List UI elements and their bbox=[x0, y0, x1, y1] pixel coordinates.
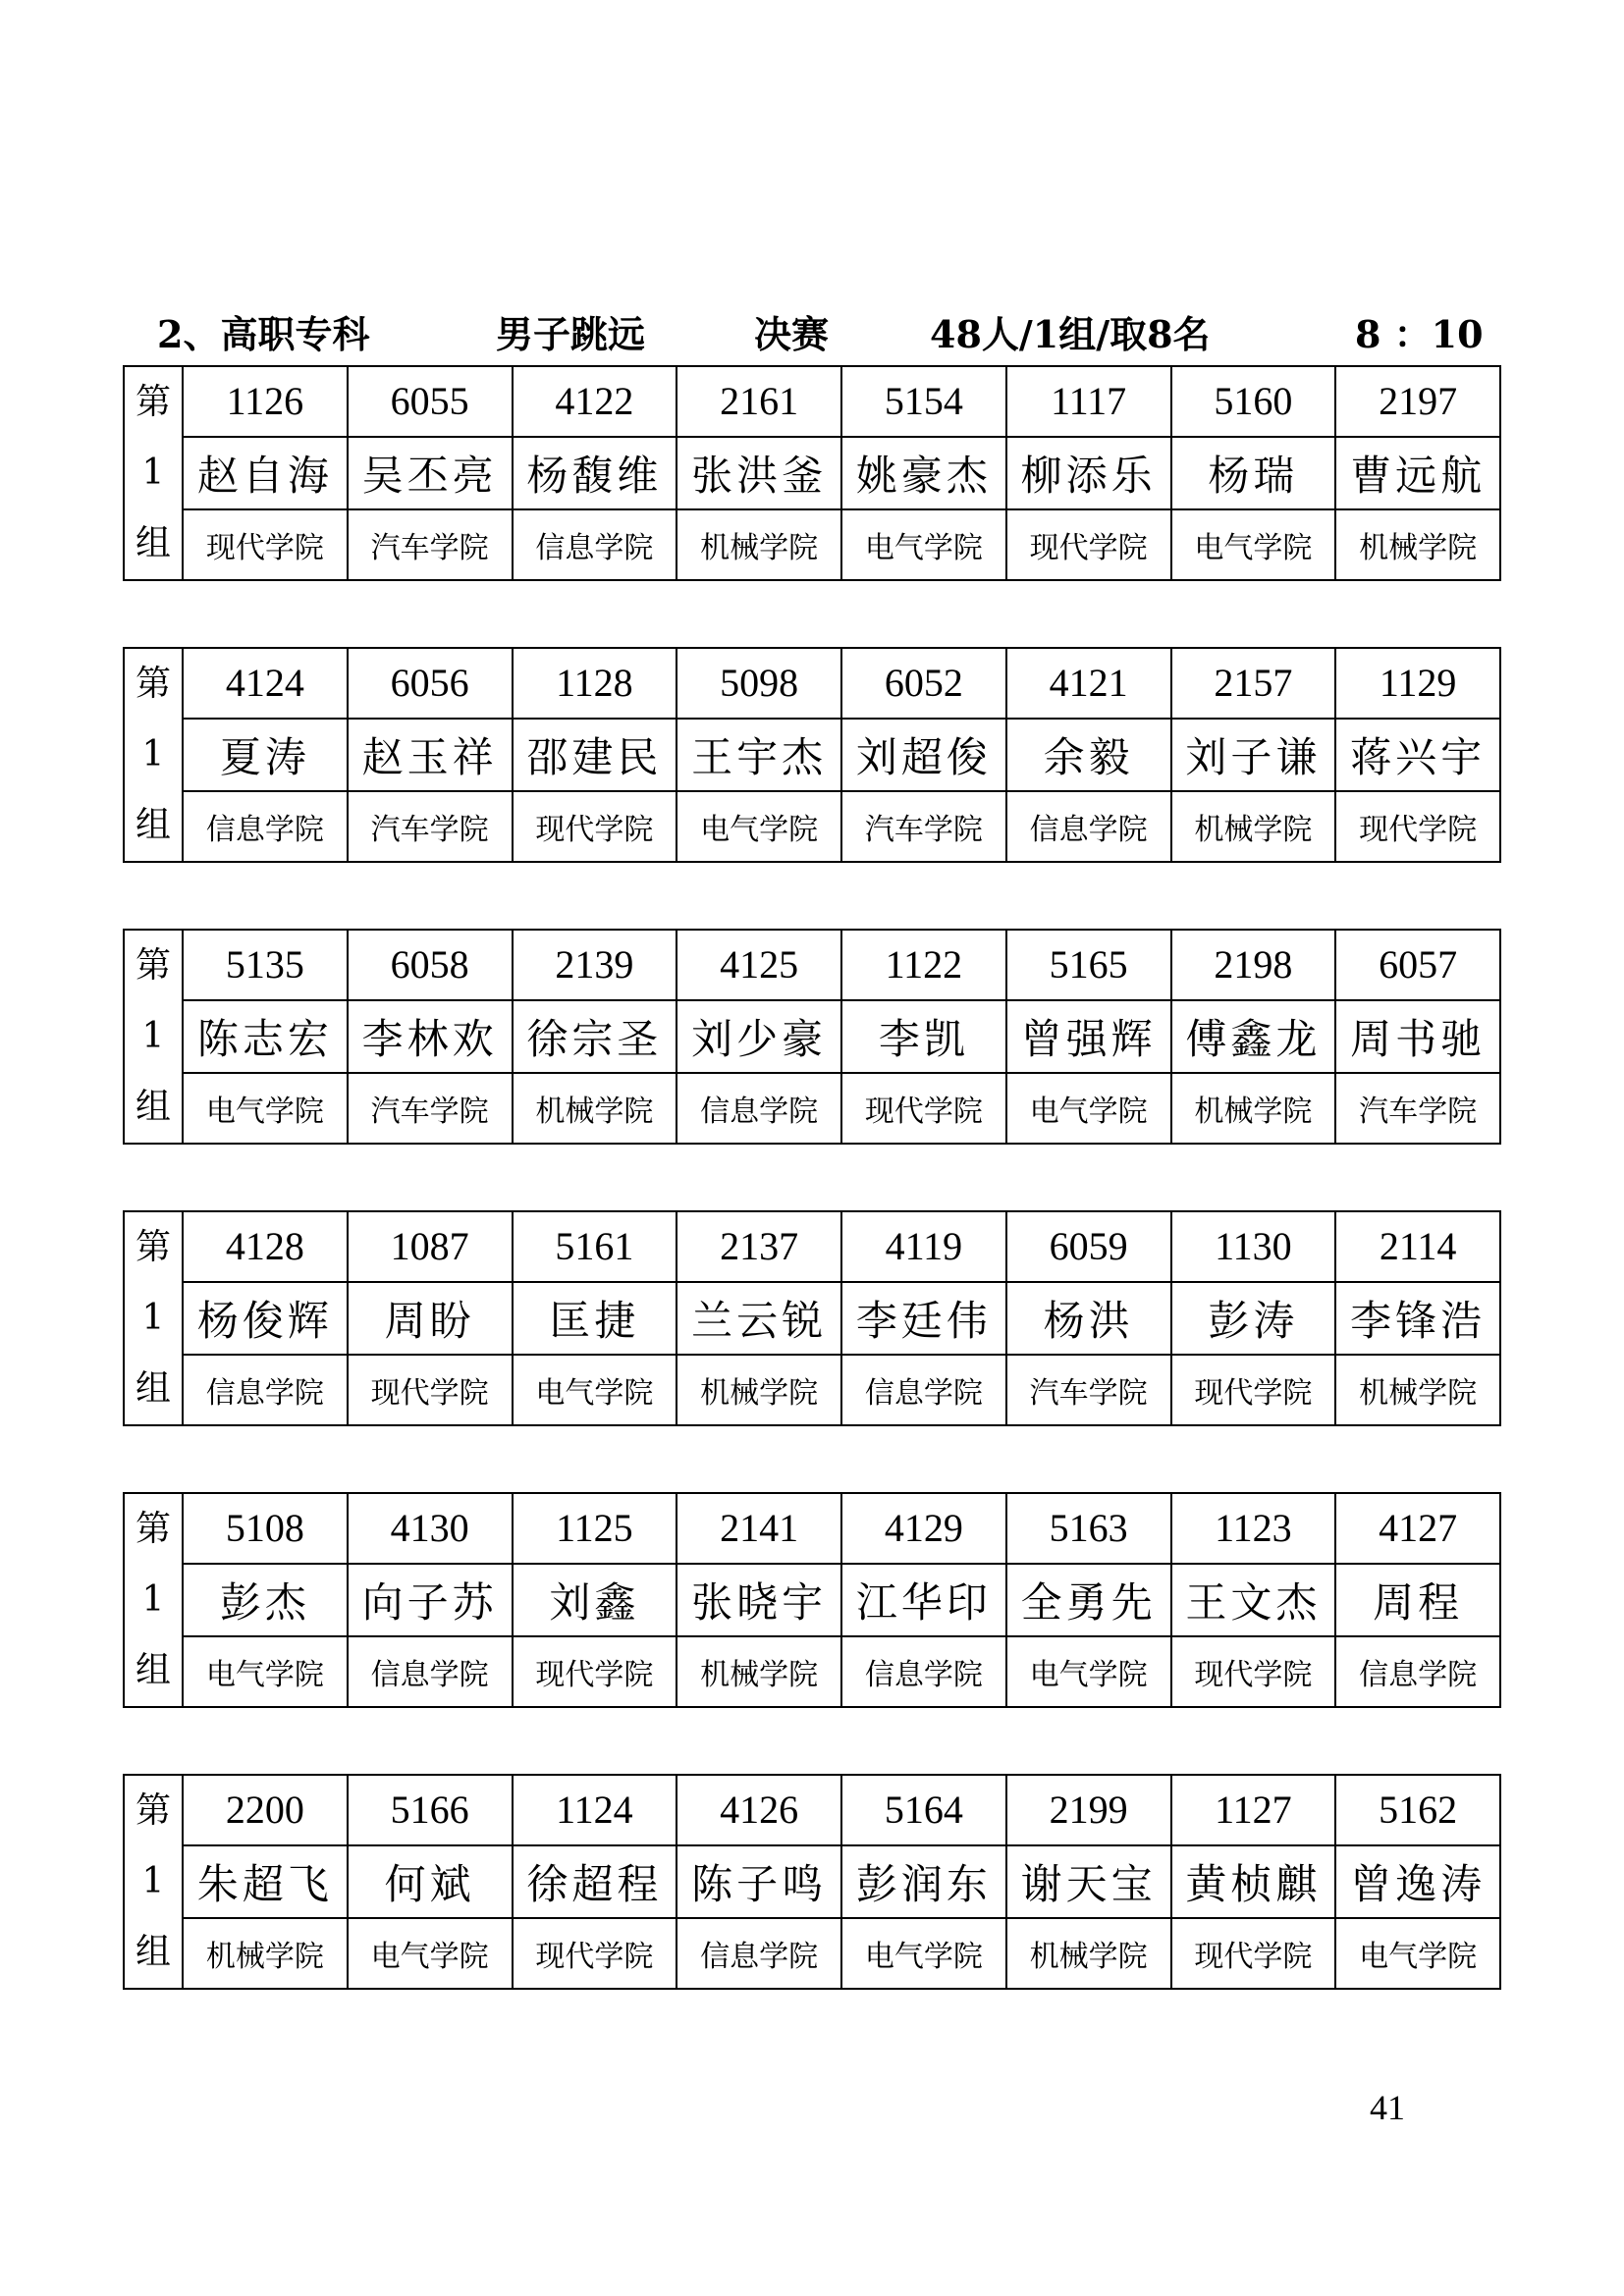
athlete-name: 杨瑞 bbox=[1171, 437, 1336, 509]
athlete-school: 信息学院 bbox=[513, 509, 677, 580]
group-table bbox=[123, 929, 1501, 1145]
athlete-name: 向子苏 bbox=[348, 1564, 513, 1636]
event-heading bbox=[157, 306, 1512, 363]
athlete-name: 曾强辉 bbox=[1006, 1000, 1171, 1073]
athlete-number: 2139 bbox=[513, 930, 677, 1000]
group-label bbox=[124, 930, 183, 1144]
athlete-number: 5164 bbox=[841, 1775, 1006, 1845]
athlete-name: 全勇先 bbox=[1006, 1564, 1171, 1636]
athlete-name: 赵玉祥 bbox=[348, 719, 513, 791]
group-table bbox=[123, 1492, 1501, 1708]
athlete-number: 1130 bbox=[1171, 1211, 1336, 1282]
athlete-name: 李林欢 bbox=[348, 1000, 513, 1073]
group-label-line: 组 bbox=[135, 1932, 171, 1972]
athlete-school: 电气学院 bbox=[348, 1918, 513, 1989]
athlete-number: 6058 bbox=[348, 930, 513, 1000]
athlete-number: 5154 bbox=[841, 366, 1006, 437]
athlete-number: 1087 bbox=[348, 1211, 513, 1282]
athlete-number: 4127 bbox=[1335, 1493, 1500, 1564]
athlete-school: 现代学院 bbox=[841, 1073, 1006, 1144]
group-label-line: 第 bbox=[135, 664, 171, 704]
athlete-school: 现代学院 bbox=[1171, 1636, 1336, 1707]
athlete-school: 现代学院 bbox=[1335, 791, 1500, 862]
athlete-name: 朱超飞 bbox=[183, 1845, 348, 1918]
athlete-school: 机械学院 bbox=[1171, 791, 1336, 862]
athlete-name: 杨俊辉 bbox=[183, 1282, 348, 1355]
group-label-line: 第 bbox=[135, 1227, 171, 1267]
group-label bbox=[124, 1211, 183, 1425]
group-label-line: 1 bbox=[141, 1861, 165, 1901]
athlete-school: 现代学院 bbox=[513, 1918, 677, 1989]
athlete-school: 现代学院 bbox=[348, 1355, 513, 1425]
group-label-line: 第 bbox=[135, 382, 171, 422]
athlete-school: 电气学院 bbox=[183, 1073, 348, 1144]
group-label-line: 1 bbox=[141, 1016, 165, 1056]
group-table bbox=[123, 647, 1501, 863]
athlete-number: 4124 bbox=[183, 648, 348, 719]
group-label bbox=[124, 1493, 183, 1707]
athlete-name: 赵自海 bbox=[183, 437, 348, 509]
athlete-name: 周盼 bbox=[348, 1282, 513, 1355]
athlete-school: 汽车学院 bbox=[1335, 1073, 1500, 1144]
athlete-school: 电气学院 bbox=[513, 1355, 677, 1425]
athlete-school: 电气学院 bbox=[1006, 1073, 1171, 1144]
athlete-name: 王文杰 bbox=[1171, 1564, 1336, 1636]
athlete-number: 2198 bbox=[1171, 930, 1336, 1000]
athlete-number: 4125 bbox=[677, 930, 841, 1000]
athlete-school: 汽车学院 bbox=[348, 1073, 513, 1144]
athlete-school: 机械学院 bbox=[677, 509, 841, 580]
athlete-name: 刘超俊 bbox=[841, 719, 1006, 791]
athlete-number: 4129 bbox=[841, 1493, 1006, 1564]
athlete-school: 机械学院 bbox=[1171, 1073, 1336, 1144]
athlete-name: 周书驰 bbox=[1335, 1000, 1500, 1073]
group-label-line: 1 bbox=[141, 1298, 165, 1338]
group-label-line: 1 bbox=[141, 734, 165, 774]
athlete-school: 电气学院 bbox=[1335, 1918, 1500, 1989]
athlete-name: 李凯 bbox=[841, 1000, 1006, 1073]
athlete-name: 邵建民 bbox=[513, 719, 677, 791]
event-time: 8 ：10 bbox=[1355, 312, 1484, 356]
athlete-name: 兰云锐 bbox=[677, 1282, 841, 1355]
athlete-school: 信息学院 bbox=[183, 791, 348, 862]
athlete-name: 蒋兴宇 bbox=[1335, 719, 1500, 791]
athlete-number: 2199 bbox=[1006, 1775, 1171, 1845]
athlete-name: 徐宗圣 bbox=[513, 1000, 677, 1073]
athlete-number: 4128 bbox=[183, 1211, 348, 1282]
athlete-school: 现代学院 bbox=[1171, 1355, 1336, 1425]
athlete-number: 4119 bbox=[841, 1211, 1006, 1282]
athlete-number: 1122 bbox=[841, 930, 1006, 1000]
athlete-number: 5165 bbox=[1006, 930, 1171, 1000]
athlete-name: 刘子谦 bbox=[1171, 719, 1336, 791]
athlete-school: 电气学院 bbox=[1006, 1636, 1171, 1707]
group-label bbox=[124, 648, 183, 862]
group-table bbox=[123, 365, 1501, 581]
athlete-number: 5161 bbox=[513, 1211, 677, 1282]
athlete-school: 电气学院 bbox=[1171, 509, 1336, 580]
athlete-name: 曾逸涛 bbox=[1335, 1845, 1500, 1918]
athlete-name: 杨洪 bbox=[1006, 1282, 1171, 1355]
athlete-number: 6059 bbox=[1006, 1211, 1171, 1282]
athlete-number: 1125 bbox=[513, 1493, 677, 1564]
athlete-name: 彭杰 bbox=[183, 1564, 348, 1636]
athlete-name: 彭润东 bbox=[841, 1845, 1006, 1918]
athlete-school: 信息学院 bbox=[677, 1073, 841, 1144]
athlete-name: 江华印 bbox=[841, 1564, 1006, 1636]
athlete-school: 机械学院 bbox=[183, 1918, 348, 1989]
athlete-name: 曹远航 bbox=[1335, 437, 1500, 509]
group-label bbox=[124, 366, 183, 580]
athlete-school: 机械学院 bbox=[677, 1355, 841, 1425]
athlete-number: 2141 bbox=[677, 1493, 841, 1564]
athlete-number: 5163 bbox=[1006, 1493, 1171, 1564]
athlete-number: 5108 bbox=[183, 1493, 348, 1564]
athlete-school: 机械学院 bbox=[677, 1636, 841, 1707]
event-category: 2、高职专科 bbox=[157, 312, 370, 356]
athlete-school: 汽车学院 bbox=[348, 509, 513, 580]
athlete-number: 4122 bbox=[513, 366, 677, 437]
athlete-school: 电气学院 bbox=[183, 1636, 348, 1707]
group-label-line: 组 bbox=[135, 1650, 171, 1690]
athlete-school: 电气学院 bbox=[677, 791, 841, 862]
athlete-name: 陈志宏 bbox=[183, 1000, 348, 1073]
athlete-name: 黄桢麒 bbox=[1171, 1845, 1336, 1918]
athlete-name: 余毅 bbox=[1006, 719, 1171, 791]
athlete-school: 信息学院 bbox=[841, 1636, 1006, 1707]
athlete-number: 6052 bbox=[841, 648, 1006, 719]
athlete-number: 1128 bbox=[513, 648, 677, 719]
athlete-name: 刘鑫 bbox=[513, 1564, 677, 1636]
athlete-school: 现代学院 bbox=[183, 509, 348, 580]
athlete-number: 2200 bbox=[183, 1775, 348, 1845]
athlete-number: 1127 bbox=[1171, 1775, 1336, 1845]
athlete-name: 周程 bbox=[1335, 1564, 1500, 1636]
athlete-number: 5160 bbox=[1171, 366, 1336, 437]
athlete-name: 傅鑫龙 bbox=[1171, 1000, 1336, 1073]
athlete-school: 信息学院 bbox=[348, 1636, 513, 1707]
athlete-school: 现代学院 bbox=[1006, 509, 1171, 580]
athlete-name: 柳添乐 bbox=[1006, 437, 1171, 509]
athlete-number: 6057 bbox=[1335, 930, 1500, 1000]
athlete-name: 彭涛 bbox=[1171, 1282, 1336, 1355]
group-label-line: 组 bbox=[135, 805, 171, 845]
event-name: 男子跳远 bbox=[496, 312, 646, 356]
athlete-school: 现代学院 bbox=[513, 1636, 677, 1707]
athlete-number: 4121 bbox=[1006, 648, 1171, 719]
athlete-name: 谢天宝 bbox=[1006, 1845, 1171, 1918]
athlete-school: 汽车学院 bbox=[348, 791, 513, 862]
group-label-line: 组 bbox=[135, 523, 171, 563]
athlete-school: 信息学院 bbox=[1006, 791, 1171, 862]
athlete-school: 电气学院 bbox=[841, 1918, 1006, 1989]
athlete-name: 张洪釜 bbox=[677, 437, 841, 509]
athlete-number: 5098 bbox=[677, 648, 841, 719]
athlete-name: 李锋浩 bbox=[1335, 1282, 1500, 1355]
athlete-number: 6056 bbox=[348, 648, 513, 719]
athlete-school: 汽车学院 bbox=[841, 791, 1006, 862]
athlete-number: 5135 bbox=[183, 930, 348, 1000]
athlete-school: 电气学院 bbox=[841, 509, 1006, 580]
athlete-school: 信息学院 bbox=[1335, 1636, 1500, 1707]
athlete-name: 李廷伟 bbox=[841, 1282, 1006, 1355]
athlete-school: 机械学院 bbox=[1335, 509, 1500, 580]
athlete-number: 1124 bbox=[513, 1775, 677, 1845]
athlete-number: 4126 bbox=[677, 1775, 841, 1845]
event-stage: 决赛 bbox=[754, 312, 830, 356]
group-table bbox=[123, 1210, 1501, 1426]
athlete-number: 4130 bbox=[348, 1493, 513, 1564]
athlete-number: 1126 bbox=[183, 366, 348, 437]
group-label-line: 组 bbox=[135, 1087, 171, 1127]
athlete-name: 刘少豪 bbox=[677, 1000, 841, 1073]
group-label-line: 1 bbox=[141, 1579, 165, 1620]
athlete-number: 1117 bbox=[1006, 366, 1171, 437]
athlete-name: 姚豪杰 bbox=[841, 437, 1006, 509]
athlete-name: 杨馥维 bbox=[513, 437, 677, 509]
group-label-line: 第 bbox=[135, 1790, 171, 1831]
group-label-line: 1 bbox=[141, 453, 165, 493]
athlete-school: 现代学院 bbox=[1171, 1918, 1336, 1989]
athlete-name: 何斌 bbox=[348, 1845, 513, 1918]
event-groups-info: 48人/1组/取8名 bbox=[930, 312, 1211, 356]
athlete-name: 徐超程 bbox=[513, 1845, 677, 1918]
group-label bbox=[124, 1775, 183, 1989]
athlete-school: 汽车学院 bbox=[1006, 1355, 1171, 1425]
athlete-school: 信息学院 bbox=[183, 1355, 348, 1425]
athlete-school: 机械学院 bbox=[513, 1073, 677, 1144]
athlete-school: 信息学院 bbox=[841, 1355, 1006, 1425]
athlete-number: 2114 bbox=[1335, 1211, 1500, 1282]
page-number: 41 bbox=[1370, 2088, 1405, 2127]
athlete-number: 5162 bbox=[1335, 1775, 1500, 1845]
athlete-name: 张晓宇 bbox=[677, 1564, 841, 1636]
athlete-number: 6055 bbox=[348, 366, 513, 437]
athlete-number: 2197 bbox=[1335, 366, 1500, 437]
athlete-school: 机械学院 bbox=[1006, 1918, 1171, 1989]
group-label-line: 第 bbox=[135, 945, 171, 986]
athlete-school: 现代学院 bbox=[513, 791, 677, 862]
athlete-number: 1123 bbox=[1171, 1493, 1336, 1564]
athlete-school: 机械学院 bbox=[1335, 1355, 1500, 1425]
group-table bbox=[123, 1774, 1501, 1990]
athlete-name: 王宇杰 bbox=[677, 719, 841, 791]
group-label-line: 第 bbox=[135, 1509, 171, 1549]
athlete-number: 2157 bbox=[1171, 648, 1336, 719]
athlete-number: 1129 bbox=[1335, 648, 1500, 719]
athlete-name: 夏涛 bbox=[183, 719, 348, 791]
athlete-name: 匡捷 bbox=[513, 1282, 677, 1355]
athlete-school: 信息学院 bbox=[677, 1918, 841, 1989]
athlete-name: 吴丕亮 bbox=[348, 437, 513, 509]
athlete-number: 5166 bbox=[348, 1775, 513, 1845]
athlete-name: 陈子鸣 bbox=[677, 1845, 841, 1918]
athlete-number: 2137 bbox=[677, 1211, 841, 1282]
group-label-line: 组 bbox=[135, 1368, 171, 1409]
athlete-number: 2161 bbox=[677, 366, 841, 437]
